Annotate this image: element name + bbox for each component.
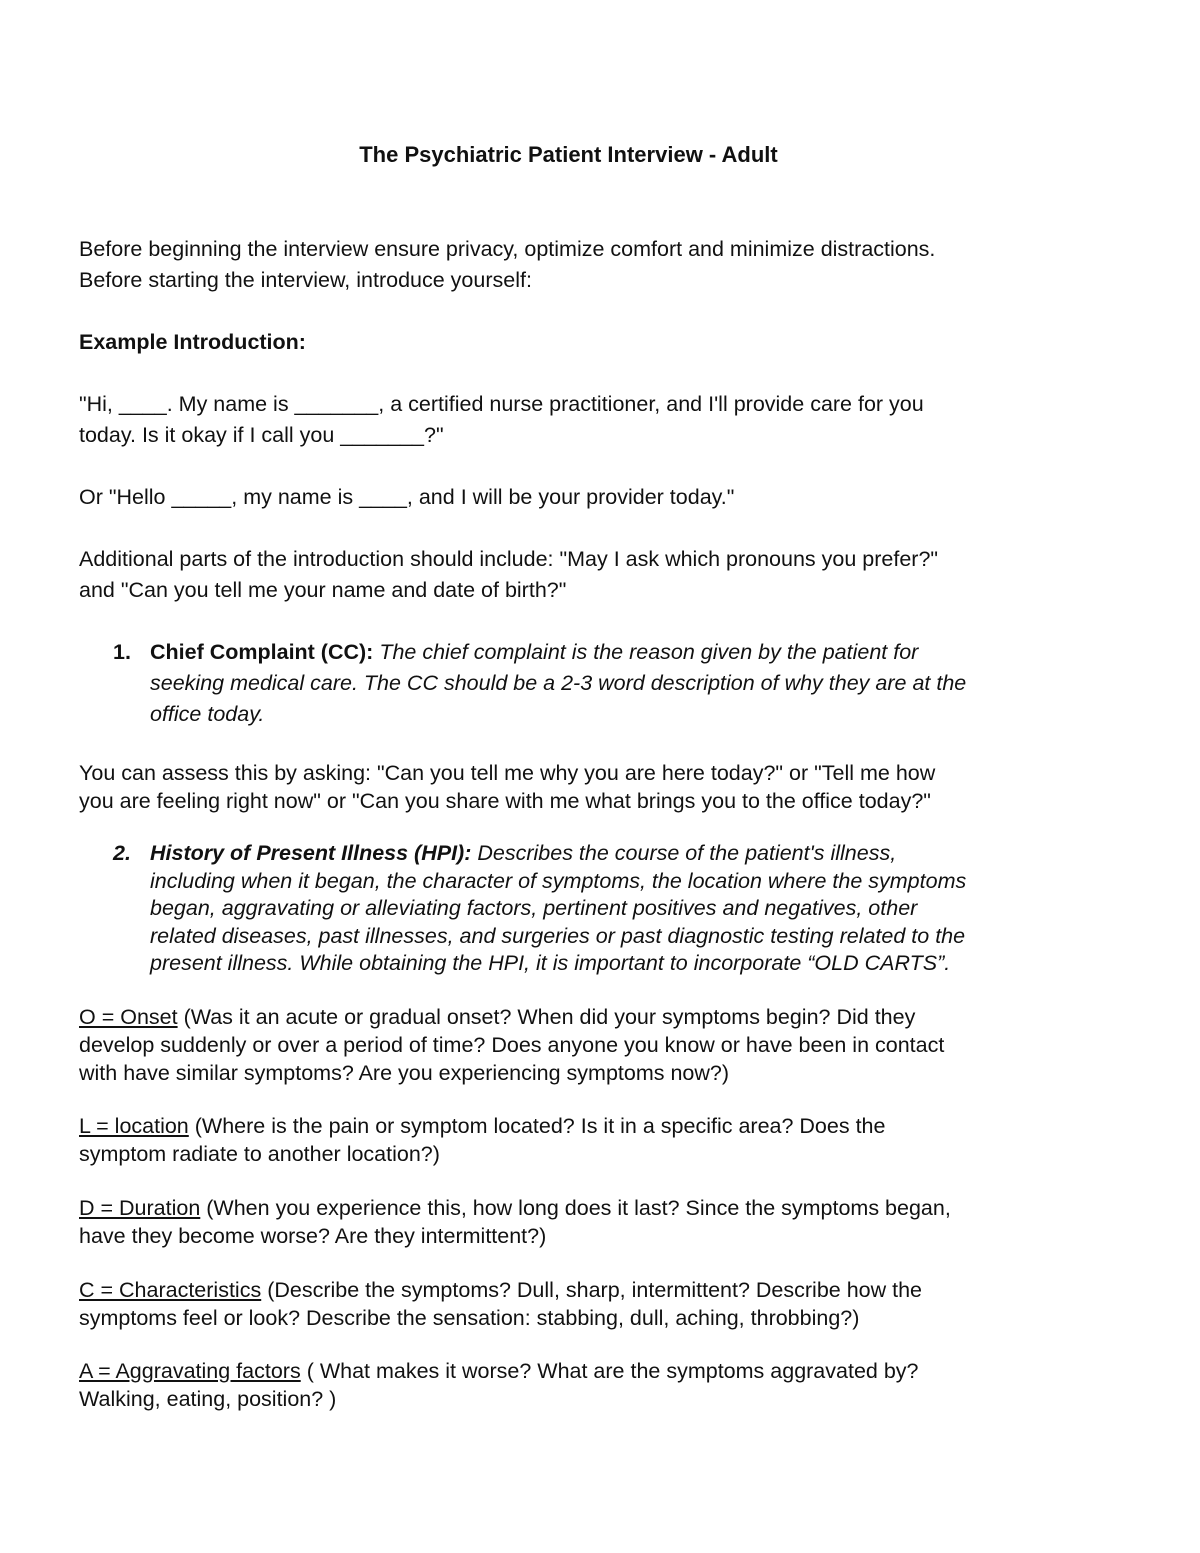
hpi-text: Describes the course of the patient's illness, <box>477 841 897 865</box>
list-item-hpi <box>113 840 1073 978</box>
hpi-text: related diseases, past illnesses, and surgeries or past diagnostic testing related to the <box>150 923 966 948</box>
location-text: symptom radiate to another location?) <box>79 1142 440 1166</box>
chief-complaint-text: The chief complaint is the reason given by the patient for <box>379 640 919 664</box>
onset-term: O = Onset <box>79 1005 178 1029</box>
chief-complaint-text: seeking medical care. The CC should be a 2-3 word description of why they are at the <box>150 671 967 695</box>
hpi-text: including when it began, the character of symptoms, the location where the symptoms <box>150 868 967 893</box>
hpi-text: began, aggravating or alleviating factors, pertinent positives and negatives, other <box>150 896 918 920</box>
additional-line: Additional parts of the introduction should include: "May I ask which pronouns you prefer?" <box>79 547 939 571</box>
onset-paragraph <box>79 1003 1079 1087</box>
list-number: 1. <box>113 640 131 664</box>
aggravating-text: Walking, eating, position? ) <box>79 1387 337 1411</box>
duration-term: D = Duration <box>79 1196 201 1220</box>
assess-line: You can assess this by asking: "Can you tell me why you are here today?" or "Tell me how <box>79 761 936 785</box>
additional-parts-paragraph <box>79 544 1079 606</box>
chief-complaint-label: Chief Complaint (CC): <box>150 640 374 664</box>
hpi-text: present illness. While obtaining the HPI, it is important to incorporate “OLD CARTS”. <box>150 951 951 975</box>
chief-complaint-text: office today. <box>150 702 265 726</box>
list-number: 2. <box>113 841 131 865</box>
characteristics-text: symptoms feel or look? Describe the sensation: stabbing, dull, aching, throbbing?) <box>79 1306 860 1330</box>
aggravating-text: ( What makes it worse? What are the symptoms aggravated by? <box>300 1359 919 1383</box>
duration-paragraph <box>79 1194 1079 1250</box>
intro-paragraph <box>79 234 1079 296</box>
location-text: (Where is the pain or symptom located? Is it in a specific area? Does the <box>188 1114 886 1138</box>
onset-text: with have similar symptoms? Are you experiencing symptoms now?) <box>79 1061 730 1085</box>
example-heading: Example Introduction: <box>79 330 306 354</box>
example-introduction-2: Or "Hello _____, my name is ____, and I will be your provider today." <box>79 485 735 509</box>
example-introduction-1 <box>79 389 1079 451</box>
example-line: today. Is it okay if I call you _______?" <box>79 423 444 447</box>
characteristics-paragraph <box>79 1276 1079 1332</box>
onset-text: (Was it an acute or gradual onset? When did your symptoms begin? Did they <box>177 1005 916 1029</box>
characteristics-text: (Describe the symptoms? Dull, sharp, intermittent? Describe how the <box>261 1278 923 1302</box>
assess-paragraph <box>79 759 1079 815</box>
location-term: L = location <box>79 1114 189 1138</box>
aggravating-term: A = Aggravating factors <box>79 1359 301 1383</box>
characteristics-term: C = Characteristics <box>79 1278 262 1302</box>
list-item-chief-complaint <box>113 637 1073 730</box>
intro-line: Before beginning the interview ensure privacy, optimize comfort and minimize distractions. <box>79 237 936 261</box>
duration-text: have they become worse? Are they intermittent?) <box>79 1224 547 1248</box>
duration-text: (When you experience this, how long does it last? Since the symptoms began, <box>200 1196 951 1220</box>
location-paragraph <box>79 1112 1079 1168</box>
intro-line: Before starting the interview, introduce yourself: <box>79 268 532 292</box>
page-title: The Psychiatric Patient Interview - Adult <box>359 142 778 167</box>
additional-line: and "Can you tell me your name and date of birth?" <box>79 578 567 602</box>
example-line: "Hi, ____. My name is _______, a certified nurse practitioner, and I'll provide care for you <box>79 392 924 416</box>
aggravating-paragraph <box>79 1357 1079 1413</box>
hpi-label: History of Present Illness (HPI): <box>150 841 472 865</box>
onset-text: develop suddenly or over a period of time? Does anyone you know or have been in contact <box>79 1033 945 1057</box>
assess-line: you are feeling right now" or "Can you share with me what brings you to the office today?" <box>79 789 931 813</box>
